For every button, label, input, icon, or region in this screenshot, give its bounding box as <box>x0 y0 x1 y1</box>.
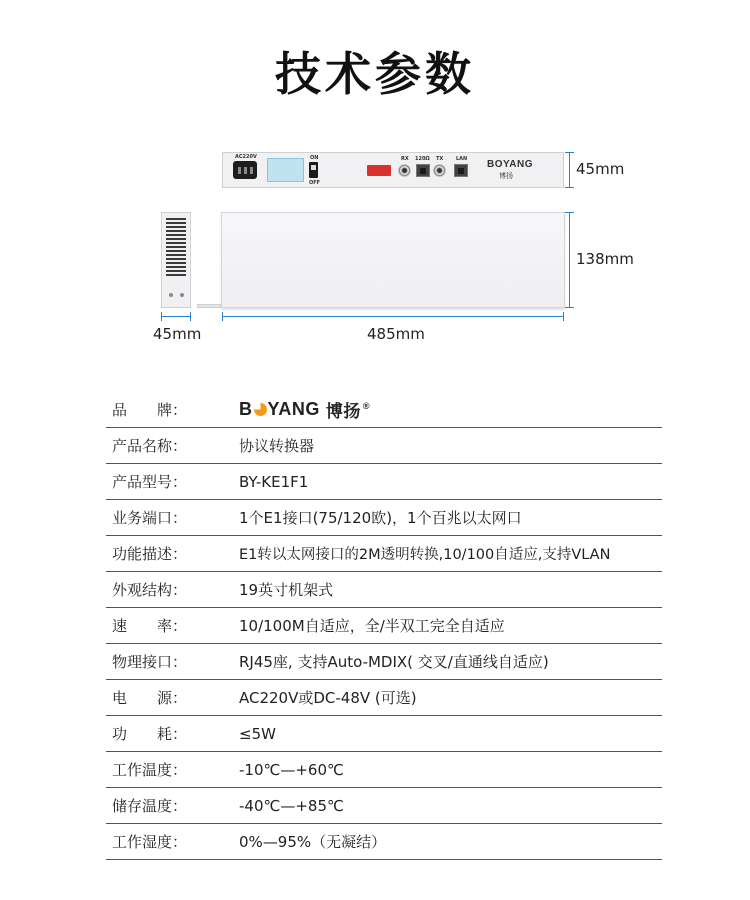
panel-brand: BOYANG <box>487 159 533 170</box>
spec-row <box>106 644 662 680</box>
spec-value: -10℃—+60℃ <box>239 760 344 779</box>
brand-logo-post: YANG <box>267 399 320 419</box>
ac-label: AC220V <box>235 154 257 160</box>
spec-row <box>106 572 662 608</box>
bnc-rx-port-icon <box>398 164 411 177</box>
spec-table <box>106 392 662 860</box>
power-switch-icon <box>309 162 318 178</box>
spec-row <box>106 500 662 536</box>
spec-value: 协议转换器 <box>239 437 315 455</box>
device-side-view <box>161 212 191 308</box>
registered-mark: ® <box>362 400 370 411</box>
spec-row <box>106 680 662 716</box>
spec-key: 外观结构： <box>112 581 188 599</box>
spec-value: -40℃—+85℃ <box>239 796 344 815</box>
lan-label: LAN <box>456 156 468 162</box>
off-label: OFF <box>309 180 321 186</box>
ohm-label: 120Ω <box>415 156 430 162</box>
spec-row <box>106 752 662 788</box>
dim-line-box-height <box>569 212 570 308</box>
dip-switch-icon <box>367 165 391 176</box>
spec-key: 物理接口： <box>112 653 188 671</box>
spec-key: 产品型号： <box>112 473 188 491</box>
dim-tick <box>565 307 574 308</box>
bnc-tx-port-icon <box>433 164 446 177</box>
spec-row <box>106 788 662 824</box>
dim-line-depth <box>161 316 191 317</box>
rx-label: RX <box>401 156 409 162</box>
panel-brand-cn: 博扬 <box>499 172 513 180</box>
dim-tick <box>161 312 162 321</box>
spec-value: ≤5W <box>239 724 276 743</box>
spec-key: 工作湿度： <box>112 833 188 851</box>
dim-label-panel-height: 45mm <box>576 160 625 178</box>
spec-row <box>106 428 662 464</box>
power-socket-icon <box>233 161 257 179</box>
spec-value: 19英寸机架式 <box>239 581 334 599</box>
spec-key: 功 耗： <box>112 725 188 743</box>
device-top-view <box>221 212 565 308</box>
dim-tick <box>565 187 574 188</box>
spec-key: 业务端口： <box>112 509 188 527</box>
device-foot <box>197 304 221 308</box>
spec-row <box>106 716 662 752</box>
dim-line-width <box>222 316 564 317</box>
spec-key: 产品名称： <box>112 437 188 455</box>
spec-value: 1个E1接口(75/120欧)，1个百兆以太网口 <box>239 509 522 527</box>
spec-row-brand <box>106 392 662 428</box>
brand-logo-pre: B <box>239 399 253 419</box>
vent-grille-icon <box>166 218 186 276</box>
spec-key: 品 牌： <box>112 401 188 419</box>
spec-key: 功能描述： <box>112 545 188 563</box>
device-front-panel <box>222 152 564 188</box>
screw-hole-icon <box>180 293 184 297</box>
spec-row <box>106 464 662 500</box>
dim-tick <box>565 212 574 213</box>
tx-label: TX <box>436 156 444 162</box>
spec-value: AC220V或DC-48V (可选) <box>239 689 417 707</box>
lan-rj45-port-icon <box>454 164 468 177</box>
spec-value: 0%—95%（无凝结） <box>239 833 387 851</box>
spec-row <box>106 608 662 644</box>
brand-logo-cn: 博扬 <box>325 402 361 421</box>
brand-logo <box>239 397 662 422</box>
page-title: 技术参数 <box>275 47 475 101</box>
dim-label-depth: 45mm <box>153 325 202 343</box>
dim-tick <box>190 312 191 321</box>
spec-value: BY-KE1F1 <box>239 472 309 491</box>
dim-tick <box>565 152 574 153</box>
spec-value: RJ45座, 支持Auto-MDIX( 交叉/直通线自适应) <box>239 653 549 671</box>
spec-key: 速 率： <box>112 617 188 635</box>
spec-sticker <box>267 158 304 182</box>
dim-label-box-height: 138mm <box>576 250 634 268</box>
e1-rj45-port-icon <box>416 164 430 177</box>
spec-row <box>106 824 662 860</box>
spec-key: 储存温度： <box>112 797 188 815</box>
on-label: ON <box>310 155 319 161</box>
dim-tick <box>222 312 223 321</box>
spec-value: E1转以太网接口的2M透明转换,10/100自适应,支持VLAN <box>239 547 611 563</box>
spec-key: 工作温度： <box>112 761 188 779</box>
dim-tick <box>563 312 564 321</box>
dim-label-width: 485mm <box>367 325 425 343</box>
spec-key: 电 源： <box>112 689 188 707</box>
brand-logo-o-icon <box>254 403 267 416</box>
dim-line-panel-height <box>569 152 570 188</box>
spec-value: 10/100M自适应，全/半双工完全自适应 <box>239 617 505 635</box>
screw-hole-icon <box>169 293 173 297</box>
spec-row <box>106 536 662 572</box>
